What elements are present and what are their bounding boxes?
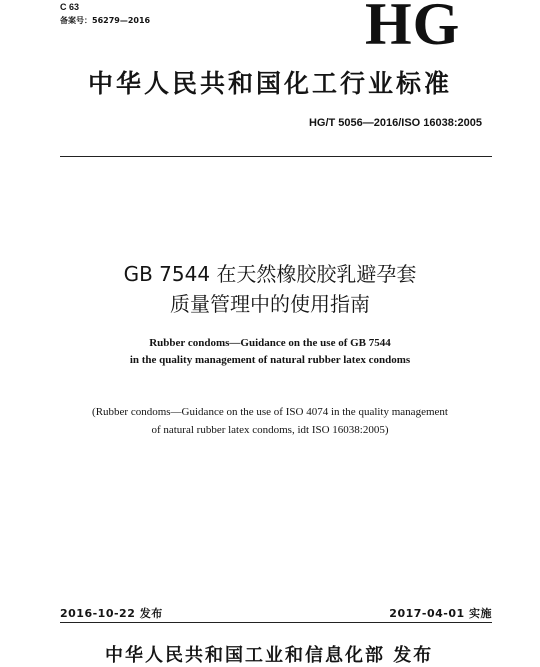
- international-standard-line-2: of natural rubber latex condoms, idt ISO 16038:2005): [151, 424, 389, 436]
- hg-logo: HG: [365, 0, 461, 57]
- standard-number: HG/T 5056—2016/ISO 16038:2005: [308, 117, 482, 129]
- english-title-line-2: in the quality management of natural rubber latex condoms: [129, 354, 411, 366]
- implementation-date: 2017-04-01 实施: [389, 607, 492, 620]
- record-number: 备案号：56279—2016: [60, 16, 151, 25]
- ccs-code: C 63: [60, 2, 80, 12]
- publisher: 中华人民共和国工业和信息化部 发布: [105, 645, 434, 666]
- issue-date: 2016-10-22 发布: [60, 607, 163, 620]
- bottom-divider: [60, 622, 492, 623]
- english-title-line-1: Rubber condoms—Guidance on the use of GB 7544: [149, 337, 391, 349]
- top-divider: [60, 156, 492, 157]
- chinese-title-line-2: 质量管理中的使用指南: [170, 292, 370, 316]
- chinese-title-line-1: GB 7544 在天然橡胶胶乳避孕套: [123, 262, 417, 286]
- standard-category-title: 中华人民共和国化工行业标准: [87, 69, 452, 98]
- international-standard-line-1: (Rubber condoms—Guidance on the use of ISO 4074 in the quality management: [92, 406, 448, 418]
